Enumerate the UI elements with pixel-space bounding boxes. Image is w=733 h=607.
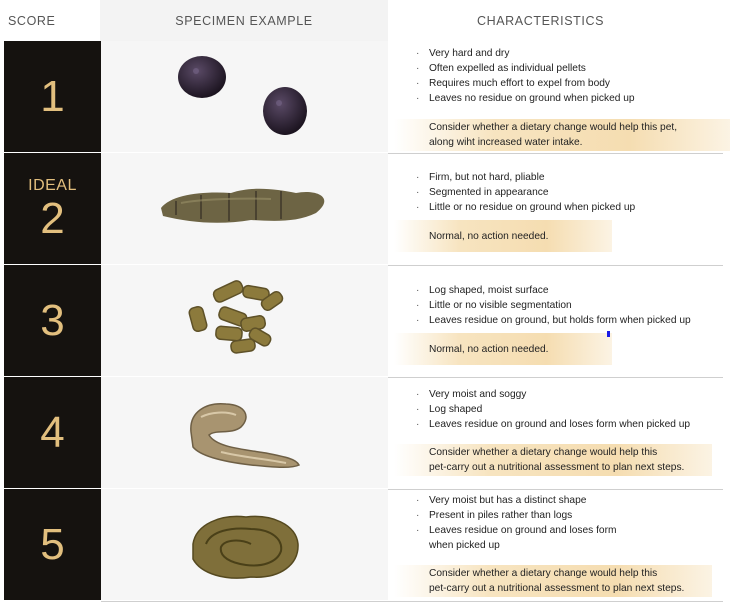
score-number: 3 <box>40 295 65 345</box>
recommendation-note <box>394 220 612 252</box>
characteristic-item: · Leaves no residue on ground when picked up <box>416 91 635 106</box>
characteristics-list <box>416 283 691 328</box>
characteristic-item: · Segmented in appearance <box>416 185 635 200</box>
characteristic-item: when picked up <box>429 540 500 551</box>
score-number: 5 <box>40 519 65 569</box>
note-line: Normal, no action needed. <box>429 230 549 242</box>
characteristic-item: · Log shaped, moist surface <box>416 283 691 298</box>
recommendation-note <box>394 565 712 597</box>
score-column-header: SCORE <box>8 13 56 28</box>
characteristic-item: · Leaves residue on ground, but holds form when picked up <box>416 313 691 328</box>
score-number: 2 <box>40 193 65 243</box>
characteristic-item: · Little or no visible segmentation <box>416 298 691 313</box>
characteristic-item: · Leaves residue on ground and loses form when picked up <box>416 417 690 432</box>
score-row-3 <box>0 265 733 376</box>
note-line: along wiht increased water intake. <box>429 137 583 148</box>
recommendation-note <box>394 333 612 365</box>
cursor-marker <box>607 331 610 337</box>
characteristics-column-header: CHARACTERISTICS <box>476 13 605 28</box>
specimen-image <box>101 153 388 264</box>
characteristics-list <box>416 170 635 215</box>
score-number: 1 <box>40 71 65 121</box>
recommendation-note <box>394 119 730 151</box>
note-line: Consider whether a dietary change would help this pet, <box>429 122 678 133</box>
score-cell <box>4 489 101 600</box>
characteristic-item: · Firm, but not hard, pliable <box>416 170 635 185</box>
note-line: pet-carry out a nutritional assessment to plan next steps. <box>429 583 685 594</box>
characteristic-item: · Little or no residue on ground when picked up <box>416 200 635 215</box>
characteristic-item: · Very moist but has a distinct shape <box>416 493 616 508</box>
recommendation-note <box>394 444 712 476</box>
score-row-1 <box>0 41 733 152</box>
score-cell <box>4 265 101 376</box>
characteristic-item: · Leaves residue on ground and loses form <box>416 523 616 538</box>
note-line: Consider whether a dietary change would help this <box>429 568 658 579</box>
characteristic-item: · Very moist and soggy <box>416 387 690 402</box>
score-cell <box>4 377 101 488</box>
characteristic-item: · Very hard and dry <box>416 46 635 61</box>
characteristics-list <box>416 493 616 553</box>
characteristic-item: · Requires much effort to expel from body <box>416 76 635 91</box>
characteristic-item: · Present in piles rather than logs <box>416 508 616 523</box>
score-number: 4 <box>40 407 65 457</box>
characteristic-item: · Log shaped <box>416 402 690 417</box>
score-row-4 <box>0 377 733 488</box>
specimen-image <box>101 41 388 152</box>
score-row-2 <box>0 153 733 264</box>
characteristics-list <box>416 46 635 106</box>
note-line: Normal, no action needed. <box>429 343 549 355</box>
note-line: pet-carry out a nutritional assessment to plan next steps. <box>429 462 685 473</box>
specimen-image <box>101 265 388 376</box>
score-cell <box>4 153 101 264</box>
note-line: Consider whether a dietary change would help this <box>429 447 658 458</box>
specimen-image <box>101 377 388 488</box>
specimen-image <box>101 489 388 600</box>
score-cell <box>4 41 101 152</box>
characteristics-list <box>416 387 690 432</box>
specimen-column-header: SPECIMEN EXAMPLE <box>100 0 388 41</box>
score-row-5 <box>0 489 733 607</box>
ideal-label: IDEAL <box>28 176 77 194</box>
row-divider <box>101 601 723 602</box>
characteristic-item: · Often expelled as individual pellets <box>416 61 635 76</box>
